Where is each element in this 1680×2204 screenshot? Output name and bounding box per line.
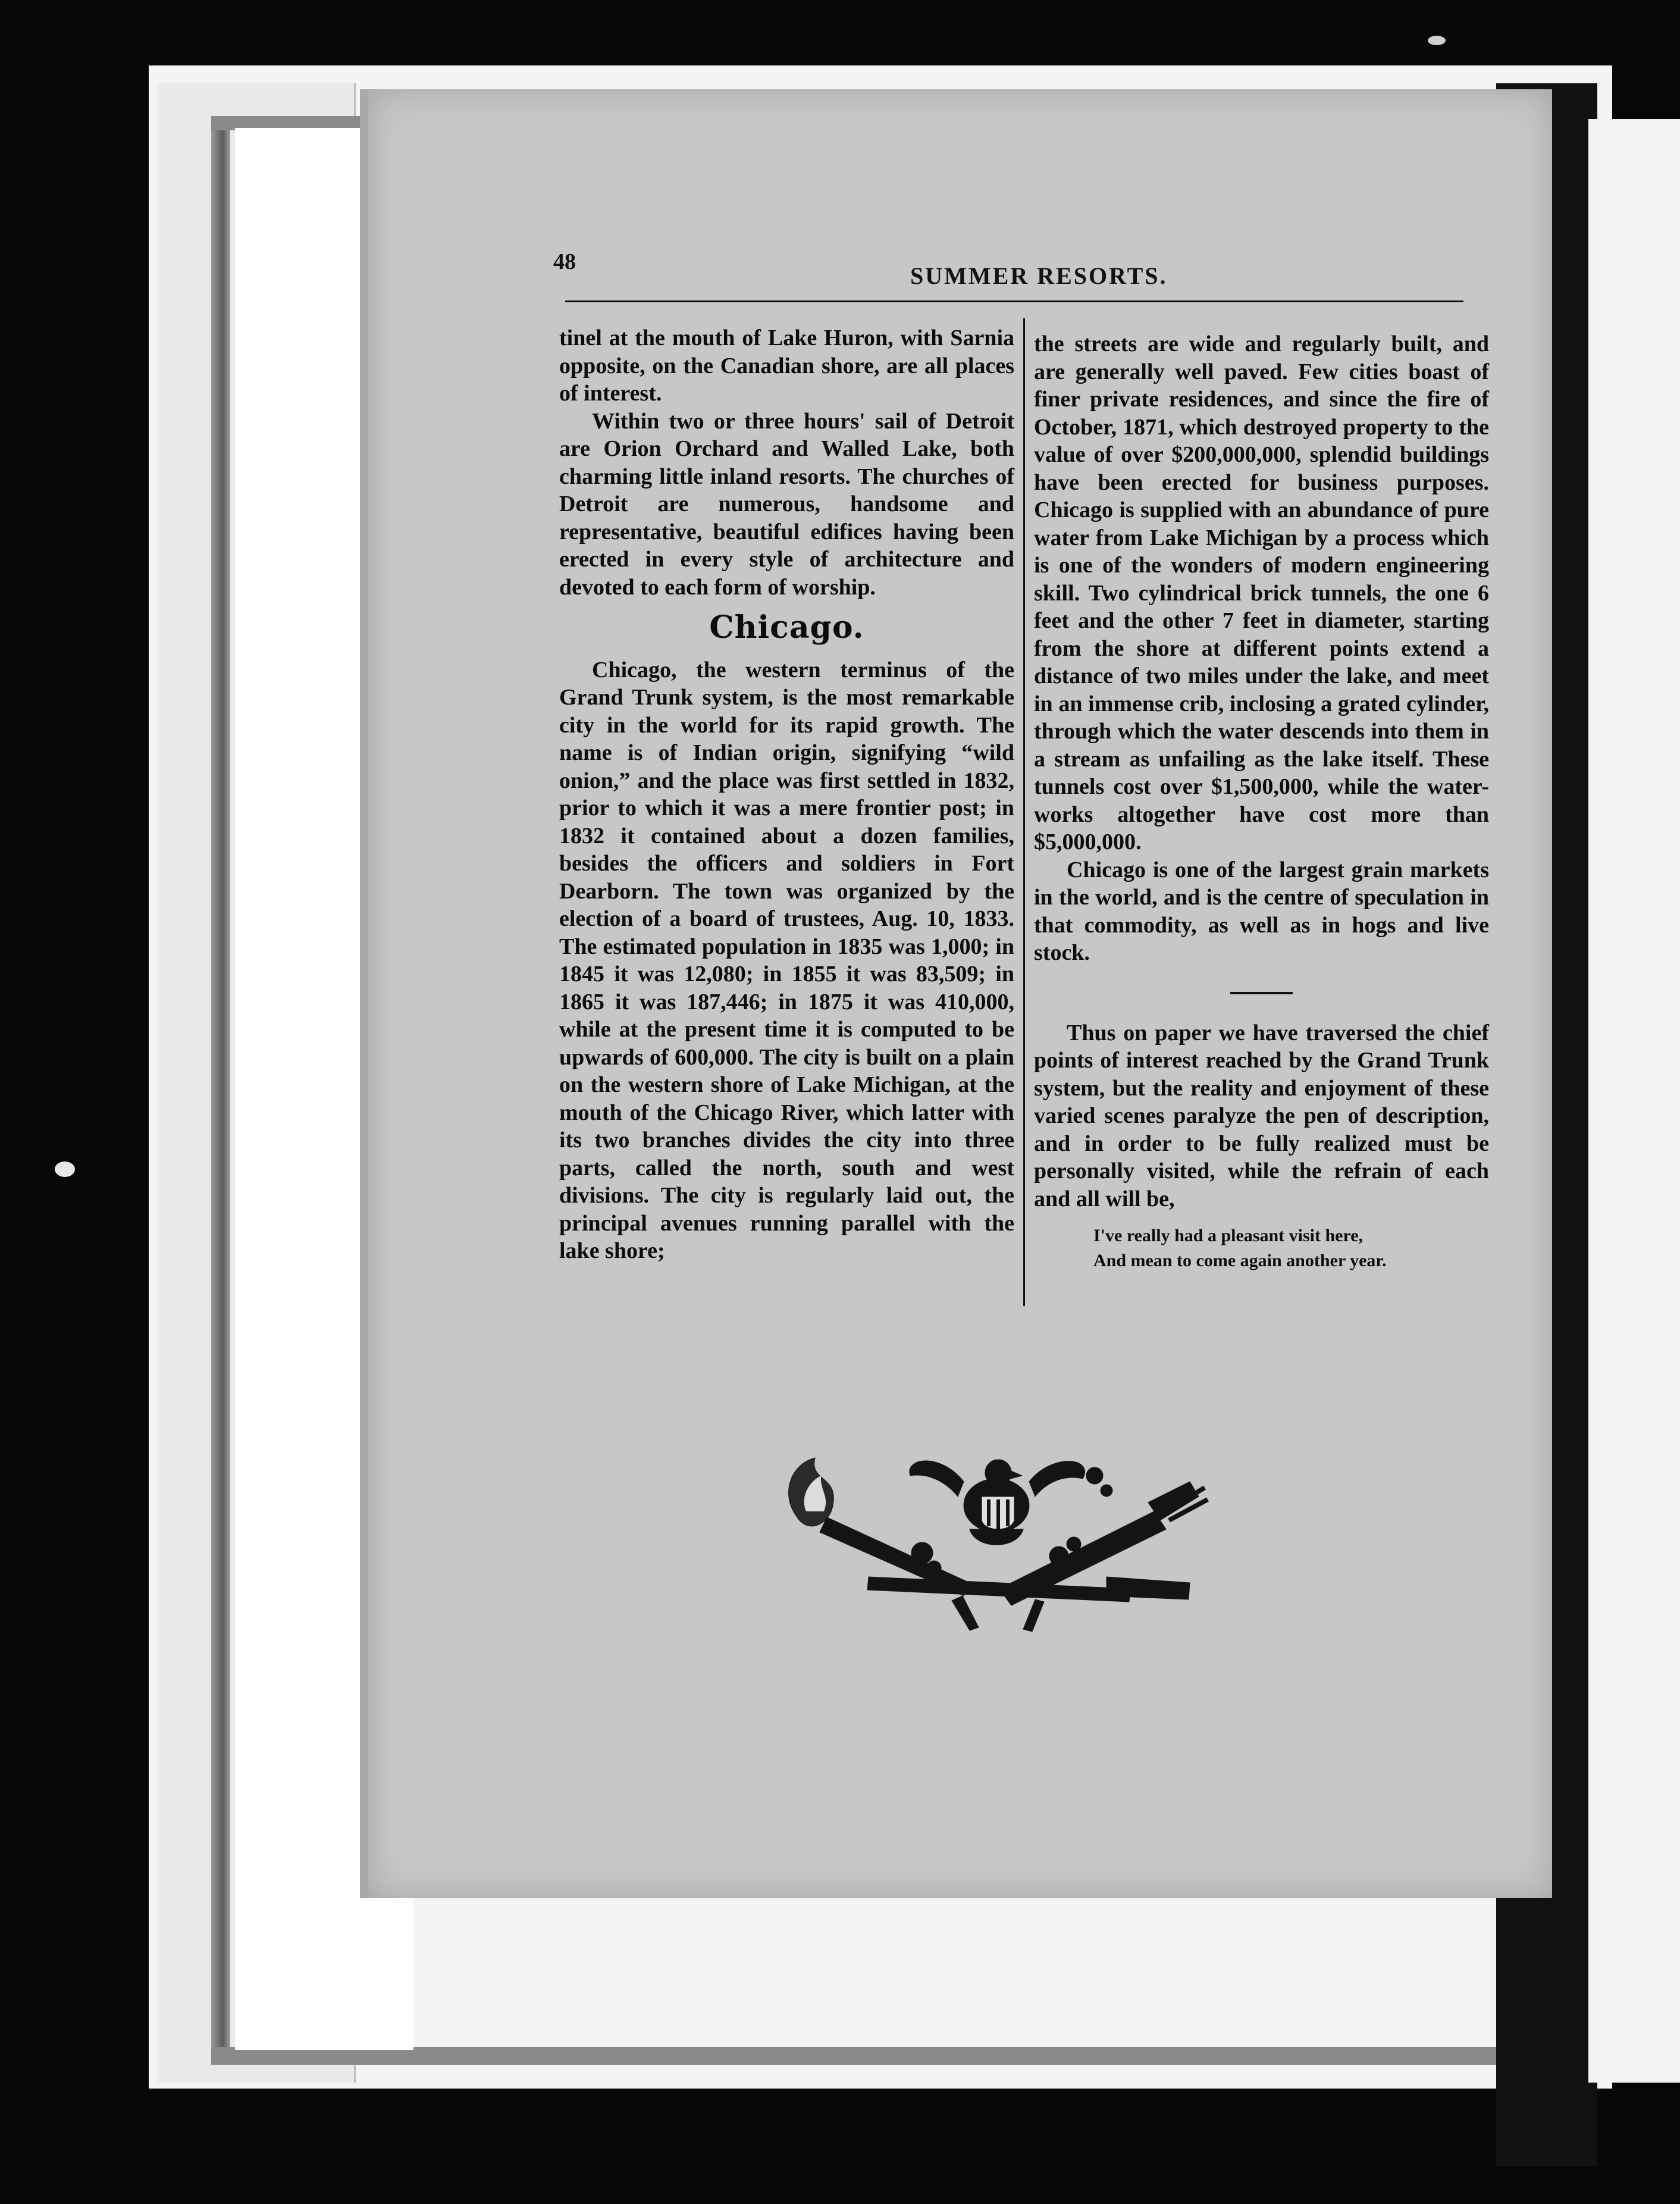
- section-rule: [1230, 992, 1293, 994]
- section-heading: Chicago.: [709, 609, 864, 646]
- paragraph: Chicago, the western terminus of the Grand Trunk system, is the most remarkable city in the world for its rapid growth. The name is of Indian origin, signifying “wild onion,” and the place was first settled in 1832, prior to which it was a mere frontier post; in 1832 it contained about a dozen families, besides the officers and soldiers in Fort Dearborn. The town was organized by the election of a board of trustees, Aug. 10, 1833. The estimated population in 1835 was 1,000; in 1845 it was 12,080; in 1855 it was 83,509; in 1865 it was 187,446; in 1875 it was 410,000, while at the present time it is computed to be upwards of 600,000. The city is built on a plain on the western shore of Lake Michigan, at the mouth of the Chicago River, which latter with its two branches divides the city into three parts, called the north, south and west divisions. The city is regularly laid out, the principal avenues running parallel with the lake shore;: [559, 657, 1014, 1263]
- running-head: SUMMER RESORTS.: [910, 262, 1168, 289]
- eagle-torch-fasces-vignette-icon: [773, 1440, 1214, 1636]
- left-column: [559, 324, 1014, 1265]
- paragraph: Chicago is one of the largest grain markets in the world, and is the centre of speculation in that commodity, as well as in hogs and live stock.: [1034, 857, 1489, 965]
- page-number: 48: [553, 249, 576, 274]
- column-divider: [1023, 318, 1025, 1306]
- right-column: [1034, 330, 1489, 1273]
- paragraph: tinel at the mouth of Lake Huron, with Sarnia opposite, on the Canadian shore, are all places of interest.: [559, 325, 1014, 406]
- paragraph: the streets are wide and regularly built, and are generally well paved. Few cities boast of finer private residences, and since the fire of October, 1871, which destroyed property to the value of over $200,000,000, splendid buildings have been erected for business purposes. Chicago is supplied with an abundance of pure water from Lake Michigan by a process which is one of the wonders of modern engineering skill. Two cylindrical brick tunnels, the one 6 feet and the other 7 feet in diameter, starting from the shore at different points extend a distance of two miles under the lake, and meet in an immense crib, inclosing a grated cylinder, through which the water descends into them in a stream as unfailing as the lake itself. These tunnels cost over $1,500,000, while the water-works altogether have cost more than $5,000,000.: [1034, 331, 1489, 854]
- paragraph: Thus on paper we have traversed the chief points of interest reached by the Grand Trunk system, but the reality and enjoyment of these varied scenes paralyze the pen of description, and in order to be fully realized must be personally visited, while the refrain of each and all will be,: [1034, 1020, 1489, 1211]
- verse-line: And mean to come again another year.: [1093, 1251, 1387, 1270]
- verse-line: I've really had a pleasant visit here,: [1093, 1226, 1364, 1245]
- paragraph: Within two or three hours' sail of Detroit are Orion Orchard and Walled Lake, both charming little inland resorts. The churches of Detroit are numerous, handsome and representative, beautiful edifices having been erected in every style of architecture and devoted to each form of worship.: [559, 408, 1014, 600]
- dust-speck: [1428, 36, 1446, 45]
- closing-verse: [1034, 1223, 1489, 1273]
- dust-speck: [55, 1162, 75, 1177]
- book-cover-edge-left: [211, 116, 230, 2062]
- next-page-edge: [1588, 119, 1680, 2083]
- header-rule: [565, 300, 1463, 302]
